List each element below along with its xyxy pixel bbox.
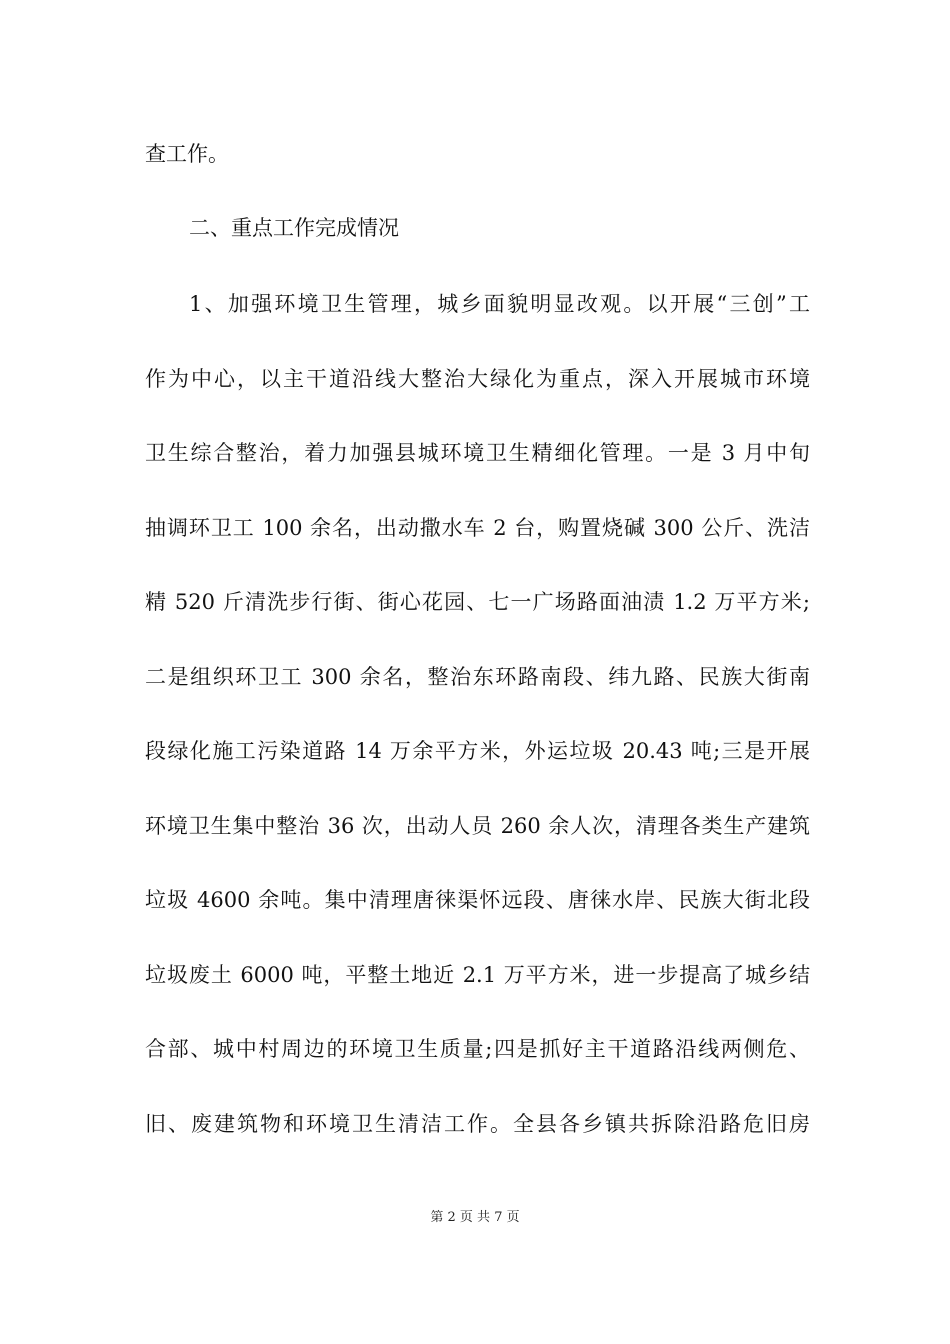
paragraph-line: 环境卫生集中整治 36 次，出动人员 260 余人次，清理各类生产建筑 [145, 814, 810, 838]
paragraph-line: 查工作。 [145, 142, 229, 166]
paragraph-line: 抽调环卫工 100 余名，出动撒水车 2 台，购置烧碱 300 公斤、洗洁 [145, 516, 810, 540]
paragraph-line: 精 520 斤清洗步行街、街心花园、七一广场路面油渍 1.2 万平方米; [145, 590, 810, 614]
paragraph-line: 旧、废建筑物和环境卫生清洁工作。全县各乡镇共拆除沿路危旧房 [145, 1112, 810, 1136]
paragraph-line: 作为中心，以主干道沿线大整治大绿化为重点，深入开展城市环境 [145, 367, 810, 391]
section-heading: 二、重点工作完成情况 [189, 216, 399, 240]
paragraph-line: 卫生综合整治，着力加强县城环境卫生精细化管理。一是 3 月中旬 [145, 441, 810, 465]
paragraph-line: 二是组织环卫工 300 余名，整治东环路南段、纬九路、民族大街南 [145, 665, 810, 689]
paragraph-line: 1、加强环境卫生管理，城乡面貌明显改观。以开展“三创”工 [189, 292, 810, 316]
paragraph-line: 垃圾 4600 余吨。集中清理唐徕渠怀远段、唐徕水岸、民族大街北段 [145, 888, 810, 912]
paragraph-line: 段绿化施工污染道路 14 万余平方米，外运垃圾 20.43 吨;三是开展 [145, 739, 810, 763]
paragraph-line: 垃圾废土 6000 吨，平整土地近 2.1 万平方米，进一步提高了城乡结 [145, 963, 810, 987]
paragraph-line: 合部、城中村周边的环境卫生质量;四是抓好主干道路沿线两侧危、 [145, 1037, 810, 1061]
page-number: 第 2 页 共 7 页 [430, 1210, 520, 1225]
